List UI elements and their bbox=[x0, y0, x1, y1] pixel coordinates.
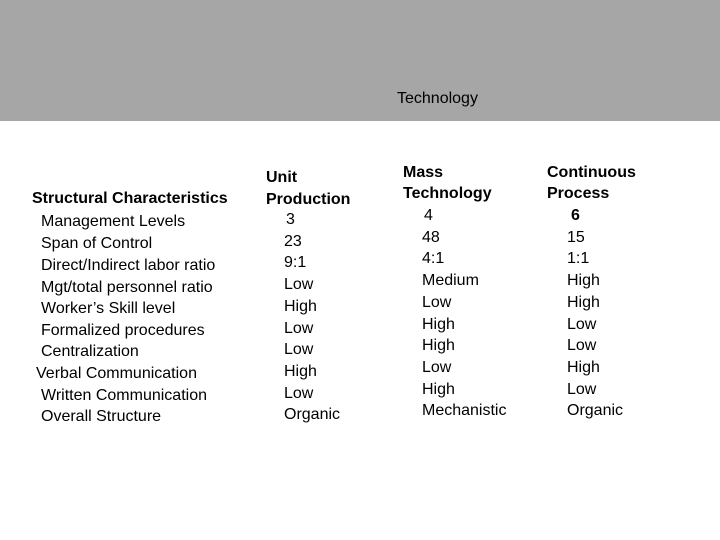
cell-value: Low bbox=[284, 276, 314, 294]
cell-value: High bbox=[567, 293, 600, 311]
row-label: Span of Control bbox=[41, 235, 153, 252]
header-title: Technology bbox=[397, 90, 478, 107]
cell-value: Low bbox=[284, 341, 314, 359]
cell-value: Low bbox=[422, 358, 452, 376]
cell-value: Organic bbox=[284, 406, 341, 424]
row-label: Overall Structure bbox=[41, 408, 162, 425]
row-label: Worker’s Skill level bbox=[41, 300, 176, 317]
cell-value: 15 bbox=[567, 228, 585, 246]
cell-value: Low bbox=[567, 315, 597, 333]
cell-value: 3 bbox=[286, 211, 295, 228]
cell-value: High bbox=[422, 337, 455, 355]
cell-value: 9:1 bbox=[284, 254, 307, 272]
cell-value: 48 bbox=[422, 228, 440, 246]
cell-value: High bbox=[567, 358, 600, 376]
row-label: Direct/Indirect labor ratio bbox=[41, 257, 216, 274]
cell-value: Low bbox=[567, 380, 597, 398]
column-header-continuous: Process bbox=[547, 185, 610, 202]
cell-value: Low bbox=[284, 319, 314, 337]
cell-value: 1:1 bbox=[567, 250, 590, 268]
cell-value: 23 bbox=[284, 232, 302, 250]
cell-value: 4 bbox=[424, 207, 433, 224]
column-header-mass: Mass bbox=[403, 164, 444, 181]
cell-value: Low bbox=[284, 384, 314, 402]
cell-value: Mechanistic bbox=[422, 402, 507, 420]
column-header-mass: Technology bbox=[403, 185, 492, 202]
row-label: Formalized procedures bbox=[41, 322, 205, 339]
row-label: Centralization bbox=[41, 343, 139, 360]
cell-value: High bbox=[284, 297, 317, 315]
cell-value: High bbox=[422, 315, 455, 333]
row-label: Verbal Communication bbox=[36, 365, 197, 382]
column-header-continuous: Continuous bbox=[547, 164, 636, 181]
cell-value: 6 bbox=[571, 207, 580, 224]
cell-value: Medium bbox=[422, 272, 479, 290]
cell-value: Low bbox=[422, 293, 452, 311]
cell-value: High bbox=[422, 380, 455, 398]
cell-value: 4:1 bbox=[422, 250, 445, 268]
cell-value: Organic bbox=[567, 402, 624, 420]
row-label: Written Communication bbox=[41, 387, 207, 404]
column-values-unit-production bbox=[284, 209, 340, 426]
column-header-unit: Production bbox=[266, 191, 351, 208]
cell-value: High bbox=[284, 362, 317, 380]
column-values-mass-technology bbox=[422, 205, 506, 422]
row-header-title: Structural Characteristics bbox=[32, 190, 228, 207]
column-values-continuous-process bbox=[567, 205, 623, 422]
cell-value: Low bbox=[567, 337, 597, 355]
header-banner bbox=[0, 0, 720, 121]
row-label: Management Levels bbox=[41, 213, 186, 230]
cell-value: High bbox=[567, 272, 600, 290]
column-header-unit: Unit bbox=[266, 169, 298, 186]
row-label: Mgt/total personnel ratio bbox=[41, 279, 213, 296]
